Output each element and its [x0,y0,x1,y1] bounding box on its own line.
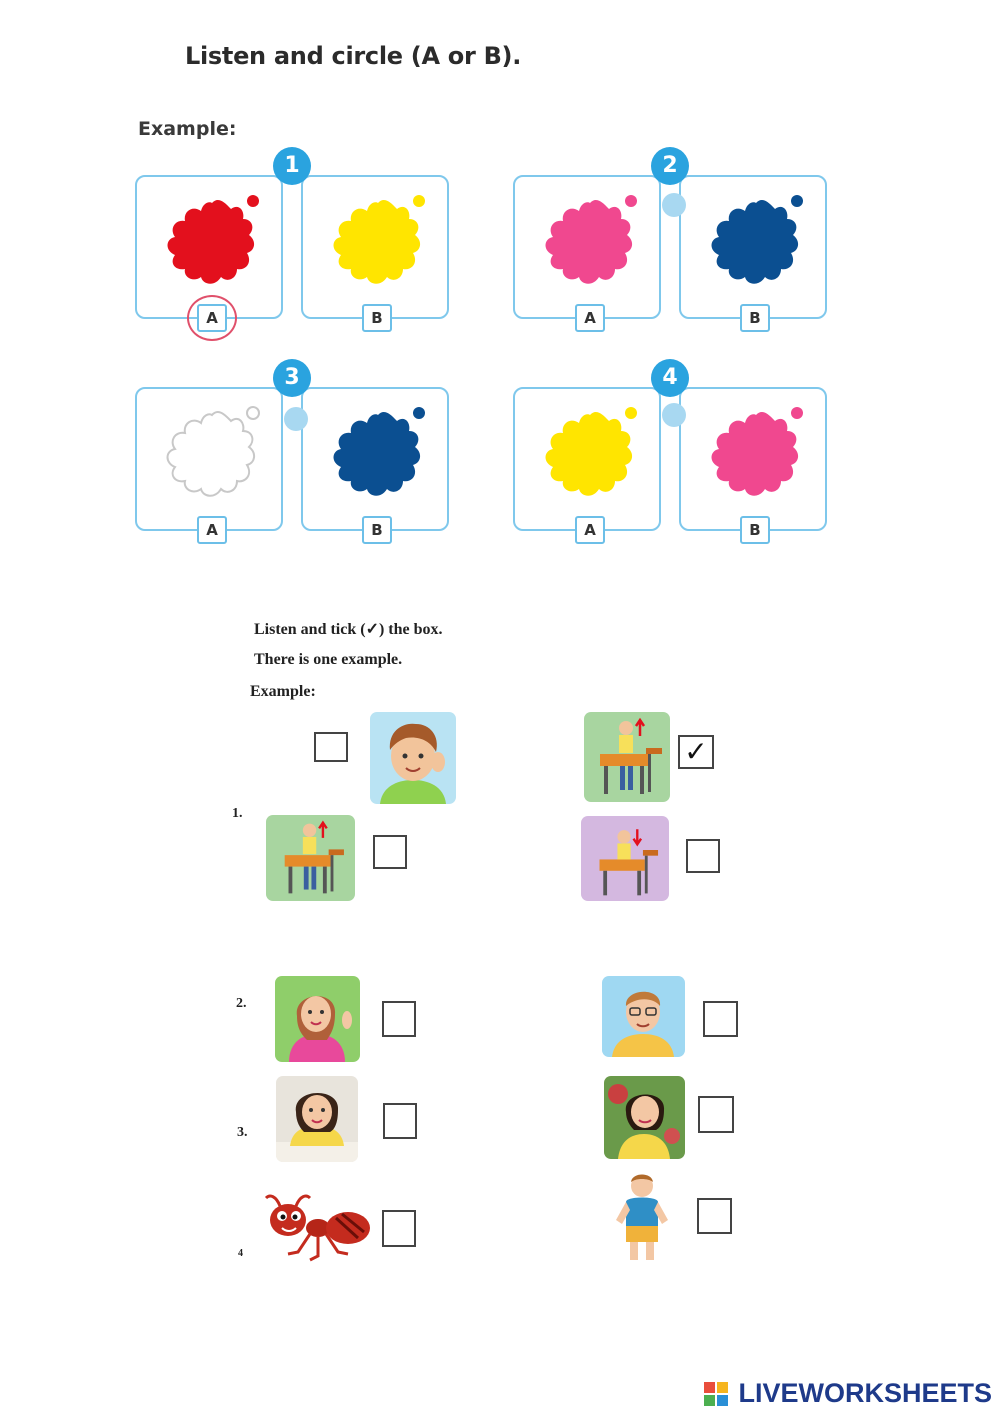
pink-paint-splash-icon [701,405,811,505]
connector-dot [662,403,686,427]
liveworksheets-logo-icon [704,1382,728,1406]
section1-example-label: Example: [138,118,237,140]
question-number: 3. [237,1125,248,1140]
woman-teacher-image [275,976,360,1062]
item-number-badge: 1 [273,147,311,185]
q2-option-a-checkbox[interactable] [382,1001,416,1037]
section1-title: Listen and circle (A or B). [185,42,522,70]
blue-paint-splash-icon [701,193,811,293]
q3-option-b-checkbox[interactable] [698,1096,734,1133]
white-paint-splash-icon [157,405,267,505]
option-a-label[interactable]: A [575,304,605,332]
section2-example-label: Example: [250,683,316,700]
boy-standing-up-image [584,712,670,802]
example-option-a-checkbox[interactable] [314,732,348,762]
man-with-glasses-image [602,976,685,1057]
yellow-paint-splash-icon [323,193,433,293]
girl-outdoors-image [604,1076,685,1159]
item-number-badge: 2 [651,147,689,185]
option-a-label[interactable]: A [197,516,227,544]
connector-dot [662,193,686,217]
yellow-paint-splash-icon [535,405,645,505]
example-option-b-checkbox[interactable]: ✓ [678,735,714,769]
section2-note: There is one example. [254,651,403,668]
q3-option-a-checkbox[interactable] [383,1103,417,1139]
boy-standing-up-image [266,815,355,901]
boy-listening-image [370,712,456,804]
q2-option-b-checkbox[interactable] [703,1001,738,1037]
question-number: 1. [232,806,243,821]
question-number: 4 [238,1248,243,1259]
q1-option-a-checkbox[interactable] [373,835,407,869]
connector-dot [284,407,308,431]
option-b-label[interactable]: B [740,516,770,544]
q1-option-b-checkbox[interactable] [686,839,720,873]
ant-icon [258,1192,374,1262]
liveworksheets-brand[interactable]: LIVEWORKSHEETS [738,1378,992,1408]
blue-paint-splash-icon [323,405,433,505]
boy-sitting-down-image [581,816,669,901]
option-a-label[interactable]: A [197,304,227,332]
option-a-label[interactable]: A [575,516,605,544]
pink-paint-splash-icon [535,193,645,293]
girl-writing-image [276,1076,358,1162]
section2-instruction: Listen and tick (✓) the box. [254,621,443,638]
q4-option-b-checkbox[interactable] [697,1198,732,1234]
item-number-badge: 3 [273,359,311,397]
red-paint-splash-icon [157,193,267,293]
option-b-label[interactable]: B [362,304,392,332]
question-number: 2. [236,996,247,1011]
option-b-label[interactable]: B [740,304,770,332]
q4-option-a-checkbox[interactable] [382,1210,416,1247]
option-b-label[interactable]: B [362,516,392,544]
boy-standing-icon [612,1172,672,1264]
item-number-badge: 4 [651,359,689,397]
